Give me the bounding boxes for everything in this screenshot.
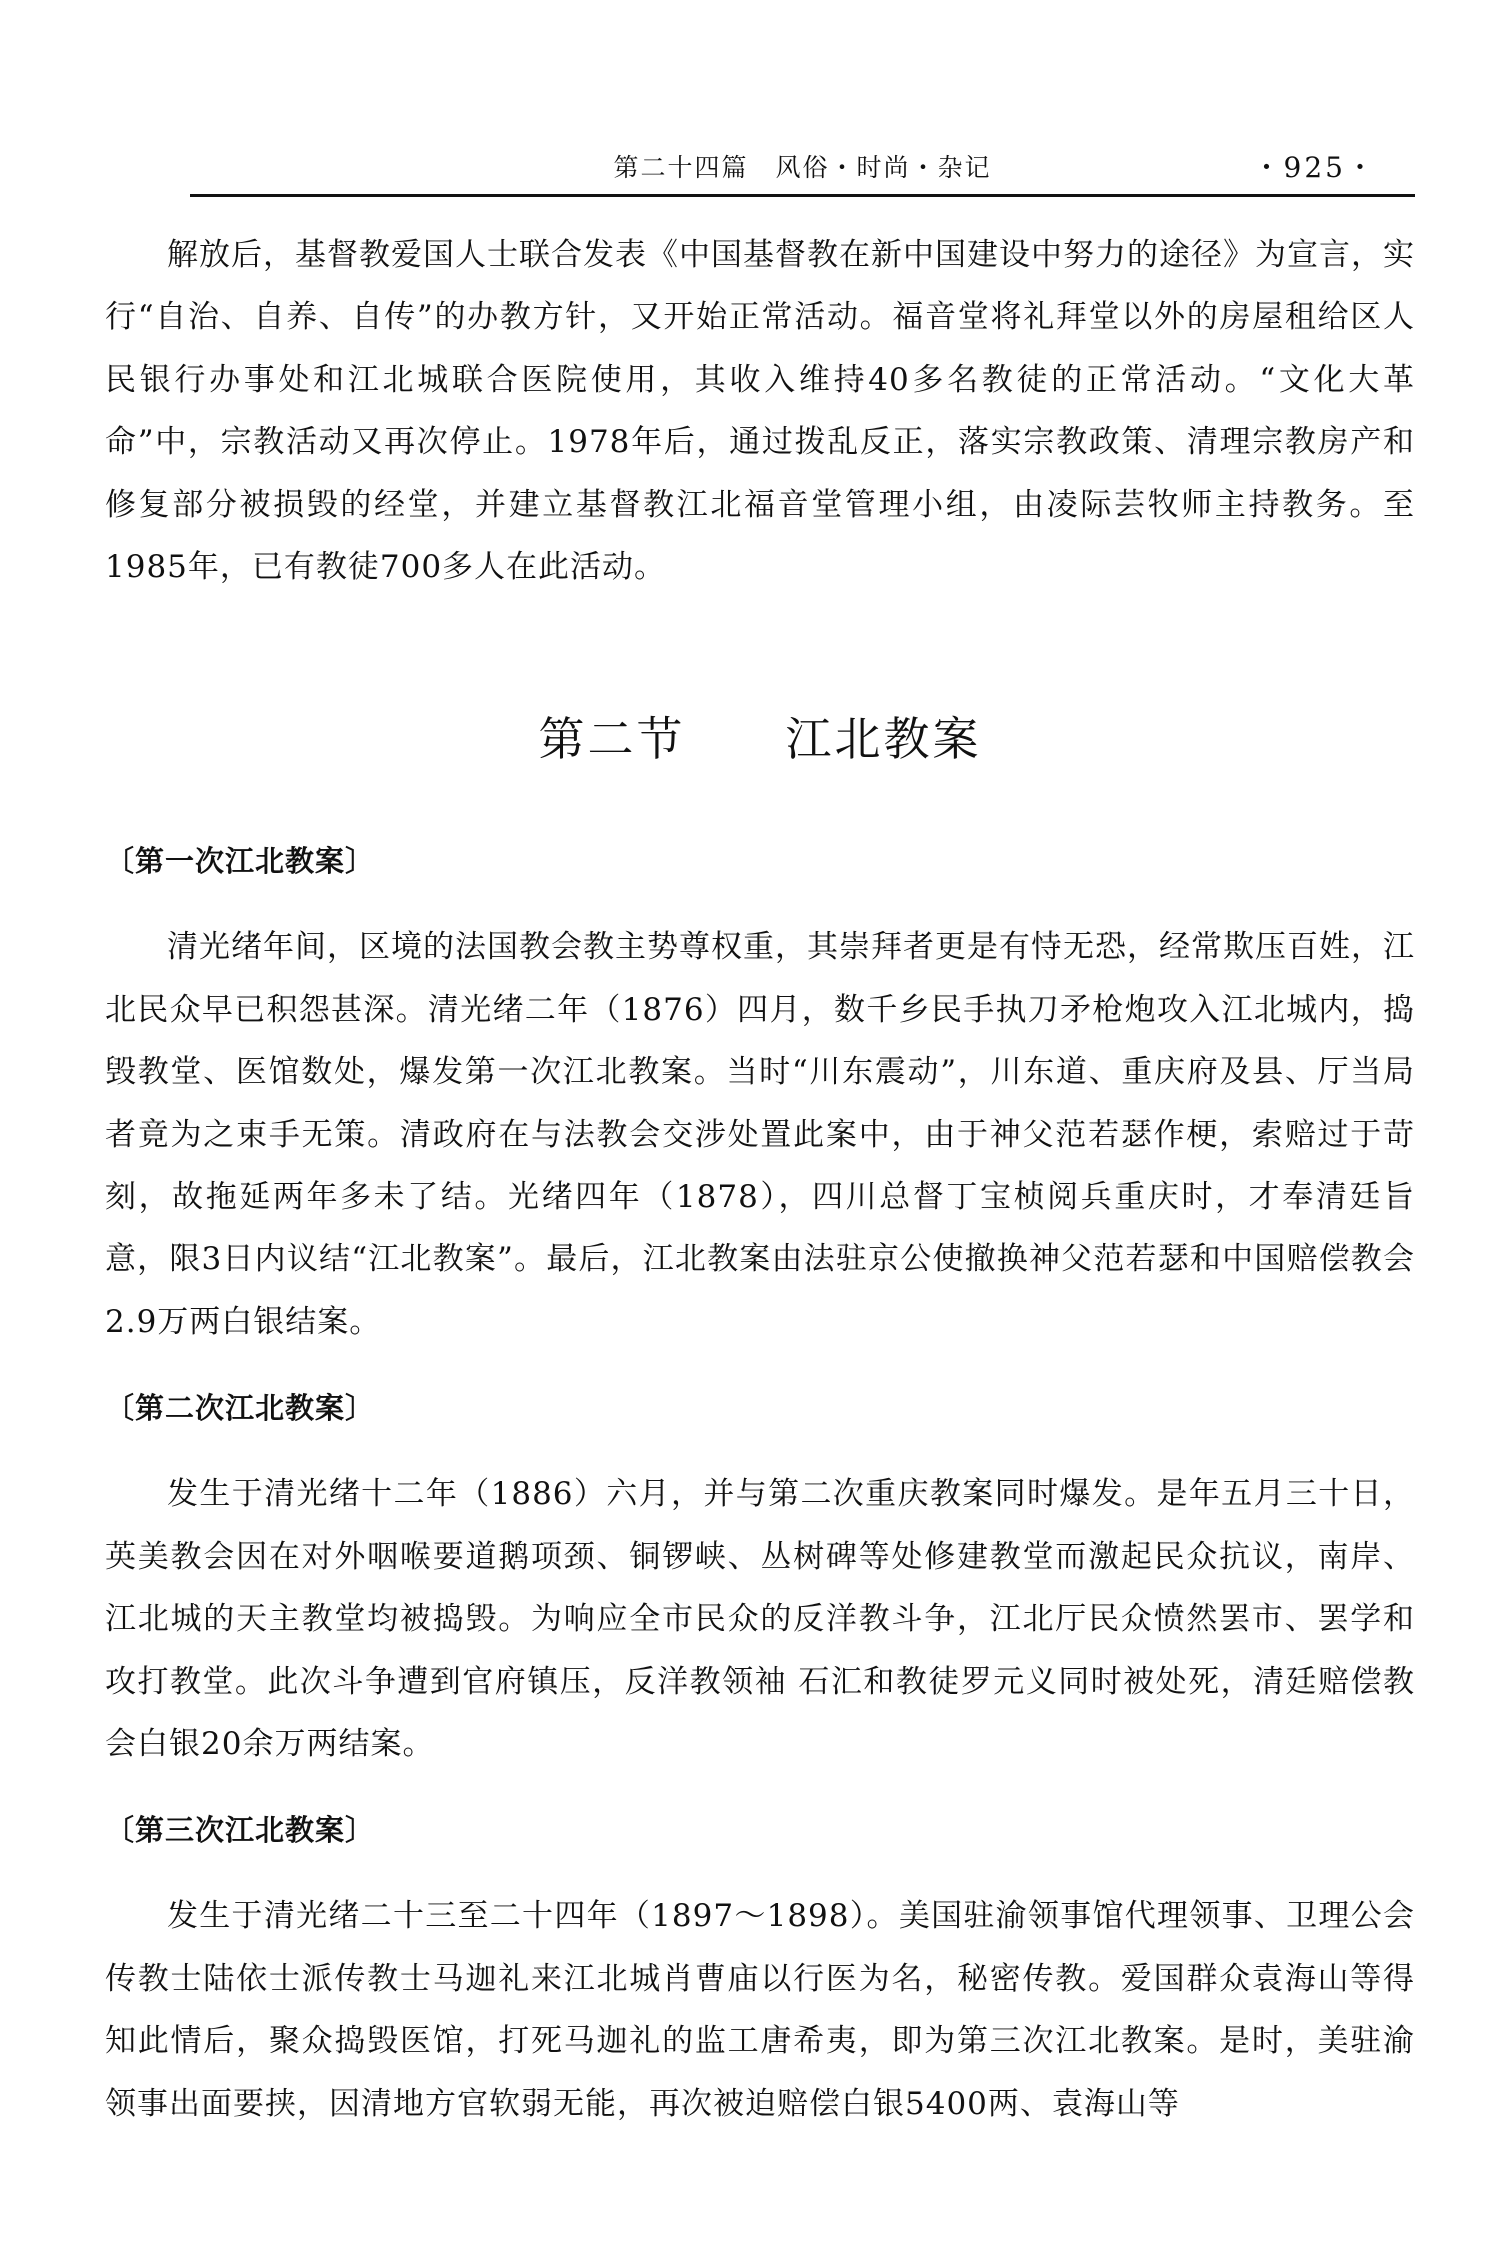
header-title: 第二十四篇 风俗・时尚・杂记 (613, 153, 992, 182)
subsection-paragraph-2: 发生于清光绪十二年（1886）六月，并与第二次重庆教案同时爆发。是年五月三十日，英美教会因在对外咽喉要道鹅项颈、铜锣峡、丛树碑等处修建教堂而激起民众抗议，南岸、江北城的天主教堂均被捣毁。为响应全市民众的反洋教斗争，江北厅民众愤然罢市、罢学和攻打教堂。此次斗争遭到官府镇压，反洋教领袖 石汇和教徒罗元义同时被处死，清廷赔偿教会白银20余万两结案。 (105, 1476, 1415, 1762)
subsection-paragraph-3: 发生于清光绪二十三至二十四年（1897～1898）。美国驻渝领事馆代理领事、卫理公会传教士陆依士派传教士马迦礼来江北城肖曹庙以行医为名，秘密传教。爱国群众袁海山等得知此情后，聚众捣毁医馆，打死马迦礼的监工唐希夷，即为第三次江北教案。是时，美驻渝领事出面要挟，因清地方官软弱无能，再次被迫赔偿白银5400两、袁海山等 (105, 1898, 1415, 2122)
section-number: 第二节 (538, 712, 686, 767)
header-rule (190, 194, 1415, 197)
page-body (105, 224, 1415, 2135)
page-number: ・925・ (1252, 151, 1377, 184)
subsection-paragraph-1: 清光绪年间，区境的法国教会教主势尊权重，其崇拜者更是有恃无恐，经常欺压百姓，江北民众早已积怨甚深。清光绪二年（1876）四月，数千乡民手执刀矛枪炮攻入江北城内，捣毁教堂、医馆数处，爆发第一次江北教案。当时“川东震动”，川东道、重庆府及县、厅当局者竟为之束手无策。清政府在与法教会交涉处置此案中，由于神父范若瑟作梗，索赔过于苛刻，故拖延两年多未了结。光绪四年（1878），四川总督丁宝桢阅兵重庆时，才奉清廷旨意，限3日内议结“江北教案”。最后，江北教案由法驻京公使撤换神父范若瑟和中国赔偿教会2.9万两白银结案。 (105, 929, 1415, 1340)
subsection-heading-3: 〔第三次江北教案〕 (105, 1813, 376, 1848)
subsection-heading-1: 〔第一次江北教案〕 (105, 844, 376, 879)
subsection-heading-2: 〔第二次江北教案〕 (105, 1391, 376, 1426)
section-title (105, 706, 1415, 772)
running-header (190, 144, 1415, 194)
intro-paragraph: 解放后，基督教爱国人士联合发表《中国基督教在新中国建设中努力的途径》为宣言，实行“自治、自养、自传”的办教方针，又开始正常活动。福音堂将礼拜堂以外的房屋租给区人民银行办事处和江北城联合医院使用，其收入维持40多名教徒的正常活动。“文化大革命”中，宗教活动又再次停止。1978年后，通过拨乱反正，落实宗教政策、清理宗教房产和修复部分被损毁的经堂，并建立基督教江北福音堂管理小组，由凌际芸牧师主持教务。至1985年，已有教徒700多人在此活动。 (105, 237, 1415, 586)
section-heading: 江北教案 (785, 712, 982, 767)
